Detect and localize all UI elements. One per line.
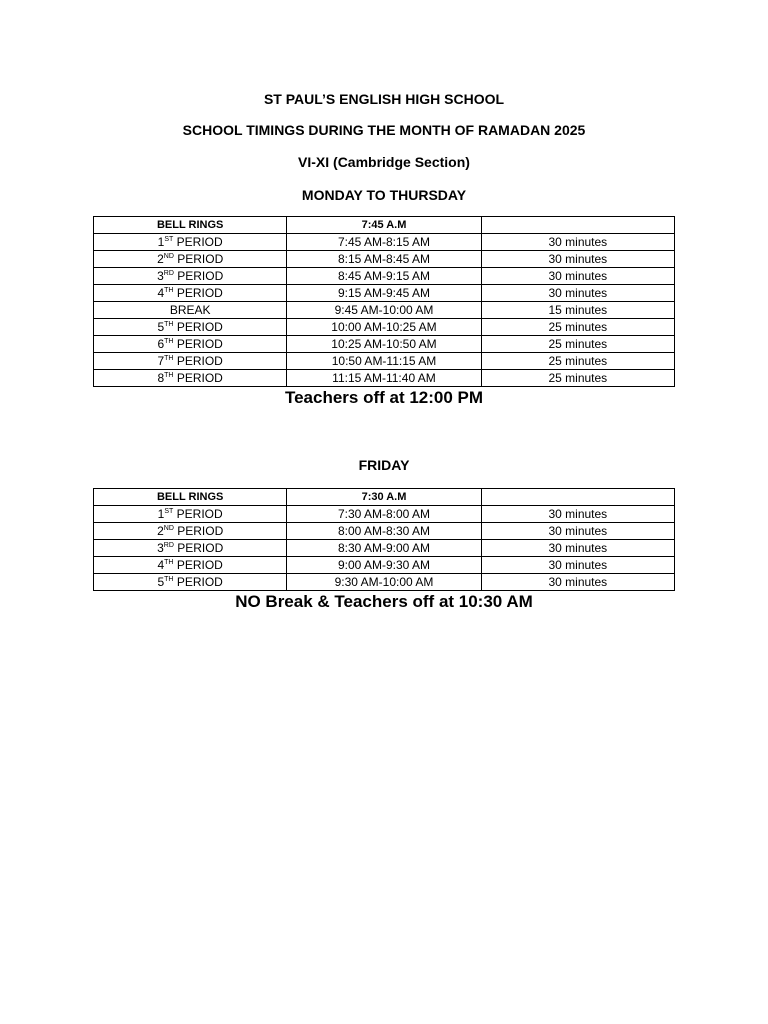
table-row (94, 506, 675, 523)
period-cell (94, 268, 287, 285)
time-cell: 8:15 AM-8:45 AM (287, 251, 481, 268)
period-ordinal-suffix: TH (164, 338, 174, 345)
period-ordinal-suffix: TH (164, 372, 174, 379)
time-cell: 10:25 AM-10:50 AM (287, 336, 481, 353)
time-cell: 9:15 AM-9:45 AM (287, 285, 481, 302)
period-label: PERIOD (176, 235, 223, 249)
period-number: 2 (157, 252, 164, 266)
period-label: PERIOD (177, 252, 224, 266)
period-cell (94, 302, 287, 319)
period-label: PERIOD (176, 575, 223, 589)
duration-cell: 15 minutes (481, 302, 674, 319)
period-cell (94, 523, 287, 540)
duration-cell: 25 minutes (481, 336, 674, 353)
time-cell: 9:45 AM-10:00 AM (287, 302, 481, 319)
period-cell (94, 234, 287, 251)
time-cell: 7:45 AM-8:15 AM (287, 234, 481, 251)
period-label: PERIOD (177, 269, 224, 283)
period-label: PERIOD (176, 558, 223, 572)
table-row (94, 370, 675, 387)
table-row (94, 523, 675, 540)
time-cell: 7:30 AM-8:00 AM (287, 506, 481, 523)
period-cell (94, 506, 287, 523)
duration-cell: 30 minutes (481, 251, 674, 268)
header-duration-cell (481, 489, 674, 506)
mon-thu-heading: MONDAY TO THURSDAY (301, 187, 467, 203)
period-ordinal-suffix: TH (164, 559, 174, 566)
time-cell: 8:00 AM-8:30 AM (287, 523, 481, 540)
duration-cell: 30 minutes (481, 523, 674, 540)
period-cell (94, 251, 287, 268)
period-label: PERIOD (176, 337, 223, 351)
table-row (94, 234, 675, 251)
time-cell: 10:00 AM-10:25 AM (287, 319, 481, 336)
duration-cell: 30 minutes (481, 285, 674, 302)
period-number: 3 (157, 269, 164, 283)
period-number: 3 (157, 541, 164, 555)
duration-cell: 30 minutes (481, 268, 674, 285)
period-cell (94, 319, 287, 336)
table-row (94, 336, 675, 353)
period-ordinal-suffix: TH (164, 287, 174, 294)
table-row (94, 557, 675, 574)
duration-cell: 30 minutes (481, 506, 674, 523)
friday-heading: FRIDAY (358, 457, 410, 473)
period-cell (94, 557, 287, 574)
friday-table-body (94, 489, 675, 591)
duration-cell: 25 minutes (481, 319, 674, 336)
table-header-row (94, 489, 675, 506)
school-name: ST PAUL’S ENGLISH HIGH SCHOOL (263, 91, 505, 107)
period-number: 1 (157, 507, 165, 521)
period-number: 7 (157, 354, 165, 368)
friday-footer-note: NO Break & Teachers off at 10:30 AM (235, 592, 533, 611)
table-row (94, 268, 675, 285)
table-header-row (94, 217, 675, 234)
period-label: PERIOD (176, 371, 223, 385)
time-cell: 9:00 AM-9:30 AM (287, 557, 481, 574)
duration-cell: 30 minutes (481, 574, 674, 591)
period-label: PERIOD (176, 507, 223, 521)
period-cell (94, 285, 287, 302)
period-cell (94, 574, 287, 591)
table-row (94, 574, 675, 591)
duration-cell: 30 minutes (481, 540, 674, 557)
duration-cell: 25 minutes (481, 353, 674, 370)
period-number: 2 (157, 524, 164, 538)
time-cell: 8:45 AM-9:15 AM (287, 268, 481, 285)
table-row-break (94, 302, 675, 319)
period-cell (94, 540, 287, 557)
header-time-cell: 7:45 A.M (287, 217, 481, 234)
period-cell (94, 370, 287, 387)
document-subtitle: SCHOOL TIMINGS DURING THE MONTH OF RAMADAN 2025 (182, 122, 586, 138)
period-ordinal-suffix: ND (163, 253, 174, 260)
header-label-cell: BELL RINGS (94, 217, 287, 234)
period-cell (94, 336, 287, 353)
mon-thu-timetable (93, 216, 675, 387)
period-ordinal-suffix: ST (164, 236, 174, 243)
friday-timetable (93, 488, 675, 591)
table-row (94, 285, 675, 302)
period-label: PERIOD (176, 320, 223, 334)
period-ordinal-suffix: TH (164, 321, 174, 328)
period-number: 5 (157, 320, 165, 334)
period-ordinal-suffix: ND (163, 525, 174, 532)
table-row (94, 540, 675, 557)
period-label: BREAK (169, 303, 211, 317)
table-row (94, 353, 675, 370)
period-number: 6 (157, 337, 165, 351)
duration-cell: 30 minutes (481, 234, 674, 251)
period-cell (94, 353, 287, 370)
section-title: VI-XI (Cambridge Section) (298, 154, 470, 170)
period-ordinal-suffix: TH (164, 355, 174, 362)
period-ordinal-suffix: TH (164, 576, 174, 583)
period-ordinal-suffix: ST (164, 508, 174, 515)
time-cell: 9:30 AM-10:00 AM (287, 574, 481, 591)
time-cell: 8:30 AM-9:00 AM (287, 540, 481, 557)
time-cell: 11:15 AM-11:40 AM (287, 370, 481, 387)
period-number: 4 (157, 558, 165, 572)
period-label: PERIOD (176, 354, 223, 368)
header-duration-cell (481, 217, 674, 234)
period-ordinal-suffix: RD (163, 270, 174, 277)
duration-cell: 30 minutes (481, 557, 674, 574)
mon-thu-footer-note: Teachers off at 12:00 PM (284, 388, 484, 407)
table-row (94, 319, 675, 336)
period-number: 1 (157, 235, 165, 249)
header-time-cell: 7:30 A.M (287, 489, 481, 506)
period-label: PERIOD (177, 541, 224, 555)
duration-cell: 25 minutes (481, 370, 674, 387)
period-label: PERIOD (177, 524, 224, 538)
period-number: 8 (157, 371, 165, 385)
period-ordinal-suffix: RD (163, 542, 174, 549)
time-cell: 10:50 AM-11:15 AM (287, 353, 481, 370)
table-row (94, 251, 675, 268)
period-number: 5 (157, 575, 165, 589)
header-label-cell: BELL RINGS (94, 489, 287, 506)
period-label: PERIOD (176, 286, 223, 300)
mon-thu-table-body (94, 217, 675, 387)
period-number: 4 (157, 286, 165, 300)
